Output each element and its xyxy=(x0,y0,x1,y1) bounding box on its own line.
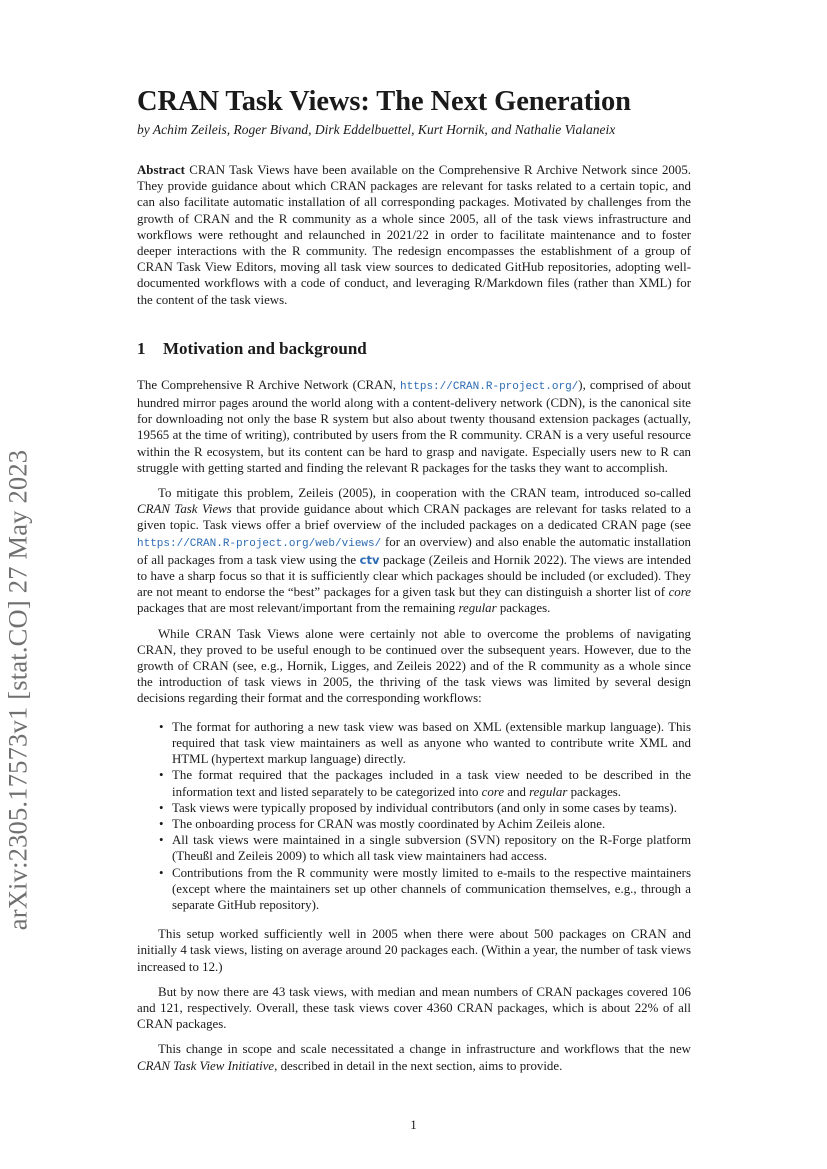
list-item: • The format for authoring a new task view was based on XML (extensible markup language). This required that task view maintainers as well as anyone who wanted to contribute write XML and HTML (hypertext markup language) directly. xyxy=(137,719,691,768)
abstract-label: Abstract xyxy=(137,163,185,177)
arxiv-sidebar-stamp xyxy=(2,449,58,931)
emphasis: regular xyxy=(458,601,497,616)
section-heading xyxy=(137,338,691,360)
text-run: The format required that the packages included in a task view needed to be described in the information text and listed separately to be categorized into xyxy=(172,768,691,799)
emphasis: CRAN Task Views xyxy=(137,502,232,517)
paragraph-3: While CRAN Task Views alone were certainly not able to overcome the problems of navigating CRAN, they proved to be useful enough to be continued over the subsequent years. However, due to the growth of CRAN (see, e.g., Hornik, Ligges, and Zeileis 2022) and of the R community as a whole since the introduction of task views in 2005, the thriving of the task views was limited by several design decisions regarding their format and the corresponding workflows: xyxy=(137,626,691,706)
paragraph-1 xyxy=(137,377,691,476)
paragraph-6 xyxy=(137,1041,691,1073)
text-run: , described in detail in the next section, aims to provide. xyxy=(274,1058,563,1073)
text-run: This change in scope and scale necessitated a change in infrastructure and workflows that the new xyxy=(158,1042,691,1057)
task-views-url-link[interactable]: https://CRAN.R-project.org/web/views/ xyxy=(137,537,382,550)
emphasis: core xyxy=(481,784,505,799)
author-list: by Achim Zeileis, Roger Bivand, Dirk Eddelbuettel, Kurt Hornik, and Nathalie Vialaneix xyxy=(137,122,616,137)
emphasis: CRAN Task View Initiative xyxy=(137,1058,275,1073)
text-run: package (Zeileis and Hornik 2022). The views are intended to have a sharp focus so that it is sufficiently clear which packages should be included (or excluded). They are not meant to endorse the “best” packages for a given task but they can distinguish a shorter list of xyxy=(137,552,691,600)
text-run: To mitigate this problem, Zeileis (2005), in cooperation with the CRAN team, introduced so-called xyxy=(158,486,691,501)
list-item: • Task views were typically proposed by individual contributors (and only in some cases by teams). xyxy=(137,800,691,816)
paragraph-2 xyxy=(137,485,691,617)
section-title: Motivation and background xyxy=(163,338,367,358)
emphasis: core xyxy=(668,585,691,600)
paper-title: CRAN Task Views: The Next Generation xyxy=(137,86,631,117)
text-run: The Comprehensive R Archive Network (CRAN, xyxy=(137,377,401,392)
paper-page xyxy=(137,84,691,1083)
arxiv-id: arXiv:2305.17573v1 [stat.CO] 27 May 2023 xyxy=(2,449,33,931)
text-run: for an overview) and also enable the automatic installation of all packages from a task view using the xyxy=(137,534,691,567)
cran-url-link[interactable]: https://CRAN.R-project.org/ xyxy=(400,380,579,393)
paragraph-4: This setup worked sufficiently well in 2005 when there were about 500 packages on CRAN and initially 4 task views, listing on average around 20 packages each. (Within a year, the number of task views increased to 12.) xyxy=(137,927,691,974)
design-limitations-list xyxy=(137,719,691,913)
list-item: • All task views were maintained in a single subversion (SVN) repository on the R-Forge platform (Theußl and Zeileis 2009) to which all task view maintainers had access. xyxy=(137,832,691,864)
text-run: packages that are most relevant/important from the remaining xyxy=(137,601,459,616)
text-run: ), comprised of about hundred mirror pages around the world along with a content-delivery network (CDN), is the canonical site for downloading not only the base R system but also about twenty thousand extension packages (actually, 19565 at the time of writing), contributed by users from the R community. CRAN is a very useful resource within the R ecosystem, but its content can be hard to grasp and navigate. Especially users new to R can struggle with getting started and finding the relevant R packages for the tasks they want to accomplish. xyxy=(137,377,691,475)
list-item xyxy=(137,767,691,799)
list-item: • Contributions from the R community were mostly limited to e-mails to the respective maintainers (except where the maintainers set up other channels of communication themselves, e.g., through a separate GitHub repository). xyxy=(137,865,691,914)
paragraph-5: But by now there are 43 task views, with median and mean numbers of CRAN packages covered 106 and 121, respectively. Overall, these task views cover 4360 CRAN packages, which is about 22% of all CRAN packages. xyxy=(137,984,691,1032)
abstract xyxy=(137,162,691,308)
text-run: that provide guidance about which CRAN packages are relevant for tasks related to a given topic. Task views offer a brief overview of the included packages on a dedicated CRAN page (see xyxy=(137,502,691,533)
text-run: packages. xyxy=(567,784,622,799)
text-run: and xyxy=(504,784,530,799)
ctv-package-link[interactable]: ctv xyxy=(359,552,380,567)
text-run: packages. xyxy=(496,601,551,616)
list-item: • The onboarding process for CRAN was mostly coordinated by Achim Zeileis alone. xyxy=(137,816,691,832)
section-number: 1 xyxy=(137,338,146,358)
abstract-text: CRAN Task Views have been available on the Comprehensive R Archive Network since 2005. They provide guidance about which CRAN packages are relevant for tasks related to a certain topic, and can also facilitate automatic installation of all corresponding packages. Motivated by challenges from the growth of CRAN and the R community as a whole since 2005, all of the task views infrastructure and workflows were rethought and relaunched in 2021/22 in order to facilitate maintenance and to foster deeper interactions with the R community. The redesign encompasses the establishment of a group of CRAN Task View Editors, moving all task view sources to dedicated GitHub repositories, adopting well-documented workflows with a code of conduct, and leveraging R/Markdown files (rather than XML) for the content of the task views. xyxy=(137,163,691,307)
emphasis: regular xyxy=(529,784,568,799)
page-number: 1 xyxy=(410,1117,417,1132)
